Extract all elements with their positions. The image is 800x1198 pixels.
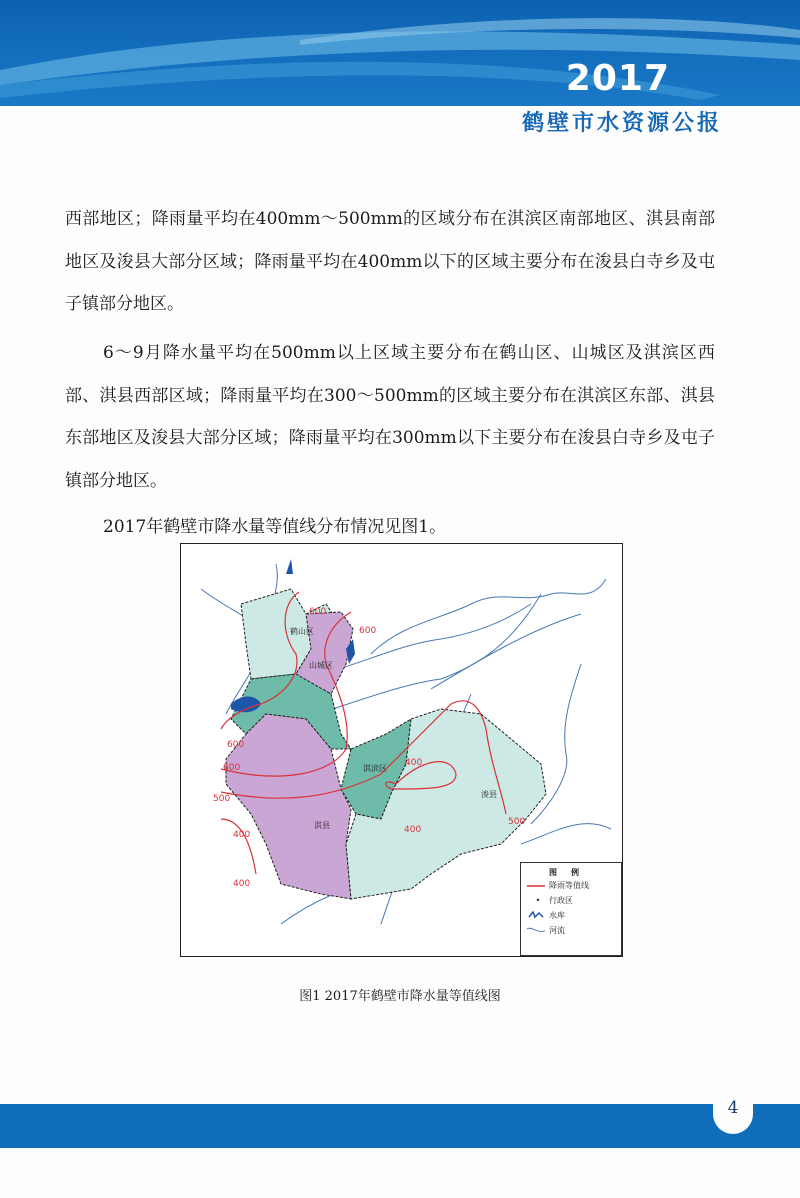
river-icon (527, 926, 549, 936)
report-title: 鹤壁市水资源公报 (521, 111, 722, 136)
legend-item (527, 908, 621, 923)
legend-label: 行政区 (549, 896, 573, 905)
district-marker-icon: • (535, 896, 541, 905)
legend-label: 降雨等值线 (549, 881, 589, 890)
legend-item (527, 878, 621, 893)
report-year: 2017 (565, 58, 670, 99)
isoline-label: 600 (227, 740, 245, 750)
legend-item (527, 893, 621, 908)
isoline-label: 500 (508, 817, 526, 827)
isoline-label: 600 (309, 607, 327, 617)
isoline-label: 400 (405, 758, 423, 768)
isoline-icon (527, 881, 549, 890)
isoline-label: 600 (223, 763, 241, 773)
district-label: 淇县 (314, 821, 330, 830)
footer-band (0, 1104, 800, 1148)
reservoir-icon (527, 911, 549, 921)
figure-caption: 图1 2017年鹤壁市降水量等值线图 (299, 989, 501, 1004)
page-header-banner (0, 0, 800, 106)
isoline-label: 600 (359, 626, 377, 636)
isoline-label: 500 (213, 794, 231, 804)
legend-title: 图例 (549, 868, 593, 877)
isoline-label: 400 (404, 825, 422, 835)
district-label: 鹤山区 (290, 627, 314, 636)
map-legend (520, 862, 622, 956)
legend-item (527, 923, 621, 938)
isoline-label: 400 (233, 830, 251, 840)
district-label: 山城区 (309, 661, 333, 670)
districts (226, 589, 546, 899)
page-number: 4 (713, 1094, 753, 1134)
legend-label: 河流 (549, 926, 565, 935)
body-paragraph: 6～9月降水量平均在500mm以上区域主要分布在鹤山区、山城区及淇滨区西部、淇县西部区域；降雨量平均在300～500mm的区域主要分布在淇滨区东部、淇县东部地区及浚县大部分区域；降雨量平均在300mm以下主要分布在浚县白寺乡及屯子镇部分地区。 (65, 343, 715, 491)
wave-decoration (0, 0, 800, 106)
legend-label: 水库 (549, 911, 565, 920)
body-paragraph: 西部地区；降雨量平均在400mm～500mm的区域分布在淇滨区南部地区、淇县南部地区及浚县大部分区域；降雨量平均在400mm以下的区域主要分布在浚县白寺乡及屯子镇部分地区。 (65, 209, 715, 314)
body-paragraph: 2017年鹤壁市降水量等值线分布情况见图1。 (103, 517, 447, 537)
isoline-label: 400 (233, 879, 251, 889)
district-label: 淇滨区 (363, 764, 387, 773)
district-label: 浚县 (481, 790, 497, 799)
